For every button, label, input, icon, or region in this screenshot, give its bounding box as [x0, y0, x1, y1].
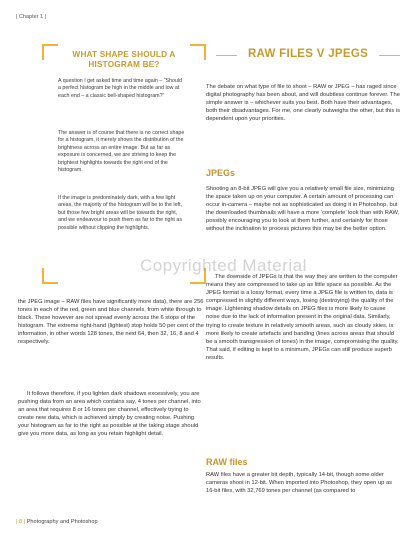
- book-title: Photography and Photoshop: [26, 519, 98, 525]
- frame-corner-top-left: [42, 44, 58, 60]
- intro-paragraph: The debate on what type of file to shoot – RAW or JPEG – has raged since digital photography has been about, and will doubtless continue forever. The simple answer is – whichever suits you best. Both have their advantages, both their disadvantages. For me, one clearly outweighs the other, but this is dependent upon your priorities.: [206, 84, 401, 123]
- article-title: RAW FILES V JPEGS: [247, 48, 369, 60]
- page-number: | 8 |: [16, 519, 26, 525]
- frame-corner-bottom-left: [42, 268, 58, 284]
- jpeg-paragraph-1: Shooting an 8-bit JPEG will give you a relatively small file size, minimizing the space taken up on your computer. A certain amount of processing can occur in-camera – maybe not as sophisticated as doing it in Photoshop, but the downloaded thumbnails will have a more ‘complete’ look than with RAW, possibly encouraging you to look at them further, and certainly for those without the inclination to process pictures this may be the better option.: [206, 186, 400, 233]
- left-column-paragraph-2: It follows therefore, if you lighten dark shadows excessively, you are pushing data from an area which contains say, 4 tones per channel, into an area that requires 8 or 16 tones per channel, effectively trying to create new data, which is achieved simply by creating noise. Pushing your histogram as far to the right as possible at the taking stage should give you more data, as long as you retain highlight detail.: [18, 391, 201, 438]
- subheading-jpegs: JPEGs: [206, 168, 236, 178]
- sidebar-title: WHAT SHAPE SHOULD A HISTOGRAM BE?: [72, 50, 176, 69]
- title-rule-right: [379, 55, 400, 56]
- sidebar-paragraph-1: A question I get asked time and time again – “Should a perfect histogram be high in the middle and low at each end – a classic bell-shaped histogram?”: [58, 78, 182, 99]
- sidebar-box: [42, 44, 206, 284]
- raw-paragraph-1: RAW files have a greater bit depth, typically 14-bit, though some older cameras shoot in 12-bit. When imported into Photoshop, they open up as 16-bit files, with 32,769 tones per channel (as compared to: [206, 472, 393, 495]
- frame-corner-top-right: [190, 44, 206, 60]
- chapter-label: | Chapter 1 |: [16, 14, 47, 20]
- sidebar-paragraph-2: The answer is of course that there is no correct shape for a histogram, it merely shows the distribution of the brightness across an entire image. But as far as exposure is concerned, we are striving to keep the brightest highlights towards the right end of the histogram.: [58, 130, 185, 174]
- copyright-watermark: Copyrighted Material: [140, 256, 307, 275]
- jpeg-paragraph-2: The downside of JPEGs is that the way they are written to the computer means they are compressed to take up as little space as possible. As the JPEG format is a lossy format, every time a JPEG file is written to, data is compressed in slightly different ways, losing (destroying) the quality of the image. Lightening shadow details on JPEG files is more likely to cause noise due to the lack of information present in the original data. Similarly, trying to create texture in relatively smooth areas, such as cloudy skies, is more likely to create artefacts and banding (lines across areas that should be a smooth transgression of tones) in the image, compromising the quality. That said, if editing is kept to a minimum, JPEGs can still produce superb results.: [206, 274, 399, 361]
- page-footer: [16, 519, 98, 525]
- sidebar-paragraph-3: If the image is predominately dark, with a few light areas, the majority of the histogram will be to the left, but those few bright areas will be towards the right, and we endeavour to push them as far to the right as possible without clipping the highlights.: [58, 195, 182, 231]
- left-column-paragraph-1: the JPEG image – RAW files have significantly more data), there are 256 tones in each of the red, green and blue channels, from white through to black. These however are not spread evenly across the 6 stops of the histogram. The extreme right-hand (lightest) stop holds 50 per cent of the information, in other words 128 tones, the next 64, then 32, 16, 8 and 4 respectively.: [18, 299, 204, 346]
- subheading-raw-files: RAW files: [206, 457, 248, 467]
